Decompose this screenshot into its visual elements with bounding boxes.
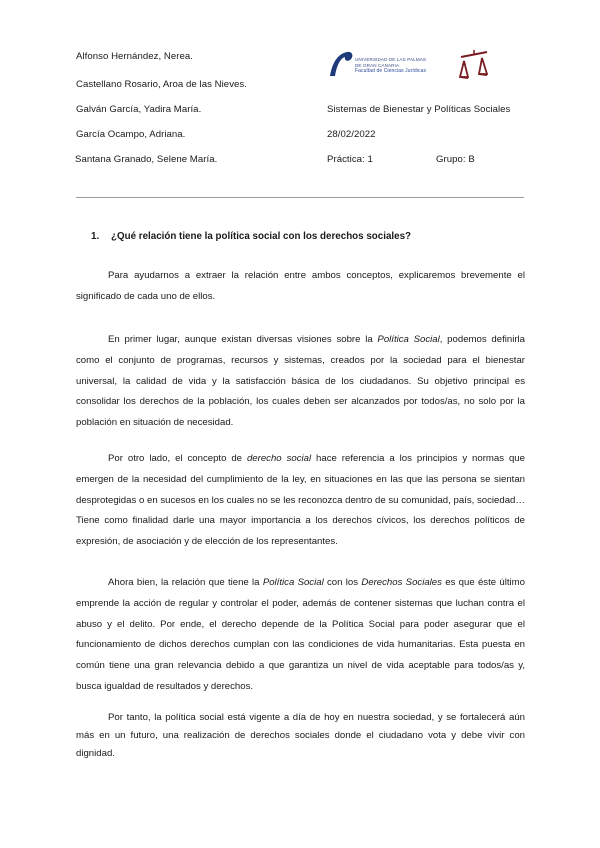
paragraph-text: En primer lugar, aunque existan diversas visiones sobre la — [108, 334, 378, 345]
university-logo — [327, 46, 447, 82]
question-heading — [91, 231, 411, 242]
emphasis-term: Política Social — [377, 334, 440, 345]
scales-of-justice-logo — [457, 47, 491, 83]
author-2: Castellano Rosario, Aroa de las Nieves. — [76, 79, 247, 90]
header-divider — [76, 197, 524, 198]
university-swoosh-icon — [327, 48, 355, 78]
author-5: Santana Granado, Selene María. — [75, 154, 218, 165]
paragraph-politica-social — [76, 330, 525, 434]
paragraph-text: Por otro lado, el concepto de — [108, 453, 247, 464]
university-name-line1: UNIVERSIDAD DE LAS PALMAS — [355, 57, 427, 62]
course-title: Sistemas de Bienestar y Políticas Sociales — [327, 104, 511, 115]
paragraph-text: , podemos definirla como el conjunto de programas, recursos y sistemas, creados por la sociedad para el bienestar universal, la calidad de vida y la satisfacción básica de los ciudadanos. Su objetivo principal es consolidar los derechos de la población, los cuales deben ser alcanzados por todos/as, no solo por la población en situación de necesidad. — [76, 334, 525, 429]
paragraph-derecho-social — [76, 449, 525, 553]
paragraph-text: es que éste último emprende la acción de regular y controlar el poder, además de contener sistemas que luchan contra el abuso y el delito. Por ende, el derecho depende de la Política Social para poder asegurar que el funcionamiento de dichos derechos cumplan con las condiciones de vida humanitarias. Esta puesta en común tiene una gran relevancia debido a que garantiza un nivel de vida aceptable para todos/as y, busca igualdad de resultados y derechos. — [76, 577, 525, 692]
emphasis-term: Derechos Sociales — [361, 577, 442, 588]
question-number: 1. — [91, 231, 100, 242]
paragraph-conclusion — [76, 709, 525, 762]
paragraph-text: hace referencia a los principios y normas que emergen de la necesidad del cumplimiento de la ley, en situaciones en las que las persona se sientan desprotegidas o en sucesos en los cuales no se les reconozca dentro de su comunidad, país, sociedad… Tiene como finalidad darle una mayor importancia a los derechos cívicos, los derechos políticos de expresión, de asociación y de elección de los representantes. — [76, 453, 525, 548]
question-text: ¿Qué relación tiene la política social con los derechos sociales? — [111, 231, 411, 242]
university-name-line2: DE GRAN CANARIA — [355, 62, 400, 68]
paragraph-relacion — [76, 573, 525, 698]
scales-icon — [457, 47, 491, 83]
paragraph-intro — [76, 266, 525, 308]
emphasis-term: Política Social — [262, 577, 324, 588]
author-1: Alfonso Hernández, Nerea. — [76, 51, 193, 62]
faculty-name: Facultad de Ciencias Jurídicas — [355, 68, 427, 74]
practice-number: Práctica: 1 — [327, 154, 373, 165]
emphasis-term: derecho social — [246, 453, 312, 464]
author-4: García Ocampo, Adriana. — [76, 129, 186, 140]
paragraph-text: Ahora bien, la relación que tiene la — [108, 577, 263, 588]
paragraph-text: Para ayudarnos a extraer la relación entre ambos conceptos, explicaremos brevemente el significado de cada uno de ellos. — [76, 270, 525, 302]
author-3: Galván García, Yadira María. — [76, 104, 202, 115]
group-label: Grupo: B — [436, 154, 475, 165]
paragraph-text: con los — [323, 577, 362, 588]
date: 28/02/2022 — [327, 129, 376, 140]
paragraph-text: Por tanto, la política social está vigente a día de hoy en nuestra sociedad, y se fortalecerá aún más en un futuro, una realización de derechos sociales donde el ciudadano vota y debe vivir con dignidad. — [76, 712, 525, 759]
